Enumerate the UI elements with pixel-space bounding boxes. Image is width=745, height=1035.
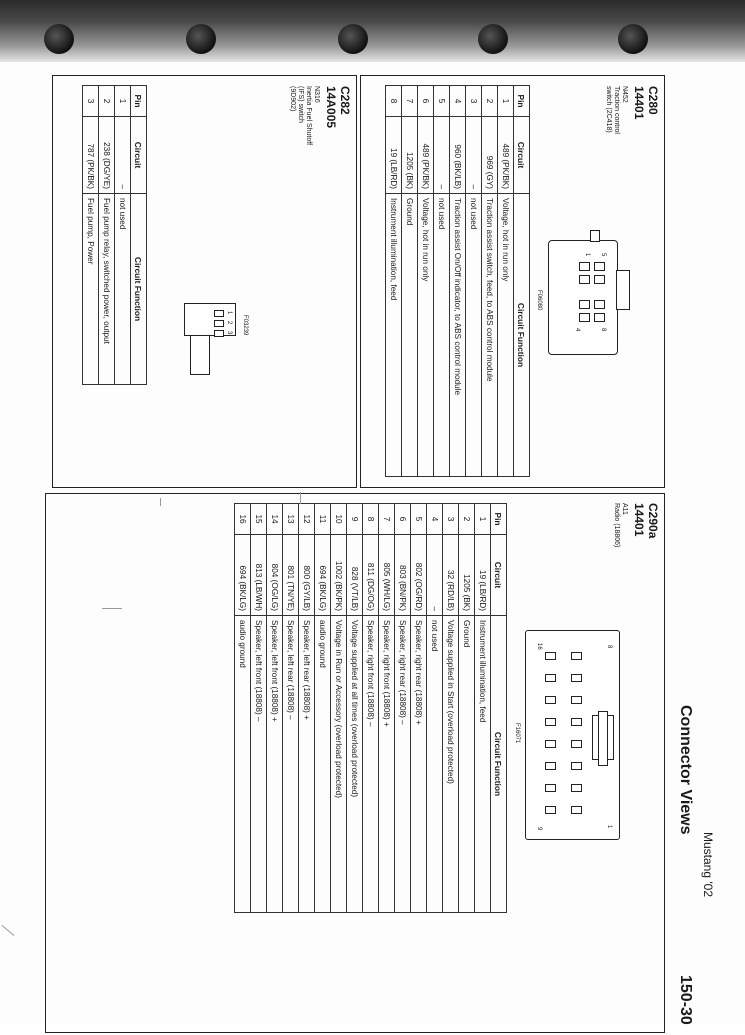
function-cell: Speaker, left front (18808) – bbox=[251, 616, 267, 913]
table-row bbox=[411, 504, 427, 913]
circuit-cell: 787 (PK/BK) bbox=[83, 117, 99, 194]
circuit-cell: 1205 (BK) bbox=[459, 535, 475, 616]
table-row bbox=[331, 504, 347, 913]
c290a-id: C290a bbox=[646, 503, 660, 539]
table-row bbox=[267, 504, 283, 913]
function-column-header: Circuit Function bbox=[131, 194, 147, 385]
function-column-header: Circuit Function bbox=[514, 194, 530, 477]
table-header-row bbox=[131, 86, 147, 385]
c280-pin-label: 5 bbox=[600, 253, 606, 257]
function-cell: not used bbox=[427, 616, 443, 913]
scan-mark bbox=[102, 608, 122, 609]
c282-description: N316 Inertia Fuel Shutoff (IFS) switch (9D902) bbox=[289, 86, 320, 146]
pin-cell: 4 bbox=[450, 86, 466, 117]
table-row bbox=[283, 504, 299, 913]
circuit-cell: 802 (OG/RD) bbox=[411, 535, 427, 616]
function-cell: not used bbox=[434, 194, 450, 477]
pin-cell: 6 bbox=[418, 86, 434, 117]
table-header-row bbox=[491, 504, 507, 913]
function-cell: Voltage, hot in run only bbox=[418, 194, 434, 477]
circuit-column-header: Circuit bbox=[131, 117, 147, 194]
c280-part-number: 14401 bbox=[632, 86, 646, 120]
table-row bbox=[115, 86, 131, 385]
pin-cavity bbox=[545, 652, 556, 660]
function-cell: Speaker, left front (18808) + bbox=[267, 616, 283, 913]
pin-cavity bbox=[571, 784, 582, 792]
function-column-header: Circuit Function bbox=[491, 616, 507, 913]
circuit-cell: 32 (RD/LB) bbox=[443, 535, 459, 616]
c290a-part-number: 14401 bbox=[632, 503, 646, 537]
punch-hole bbox=[186, 24, 216, 54]
pin-cell: 1 bbox=[115, 86, 131, 117]
function-cell: Voltage supplied at all times (overload protected) bbox=[347, 616, 363, 913]
c280-description: N452 Traction control switch (2C418) bbox=[605, 86, 628, 134]
table-row bbox=[450, 86, 466, 477]
c290a-description: A11 Radio (18806) bbox=[613, 503, 628, 548]
pin-cell: 7 bbox=[379, 504, 395, 535]
function-cell: Speaker, right rear (18808) + bbox=[411, 616, 427, 913]
c280-pin-label: 1 bbox=[584, 253, 590, 257]
pin-cavity bbox=[571, 806, 582, 814]
pin-cell: 15 bbox=[251, 504, 267, 535]
pin-column-header: Pin bbox=[131, 86, 147, 117]
function-cell: Instrument illumination, feed bbox=[386, 194, 402, 477]
circuit-cell: 19 (LB/RD) bbox=[475, 535, 491, 616]
pin-cell: 8 bbox=[363, 504, 379, 535]
c280-id: C280 bbox=[646, 86, 660, 115]
c282-pin-table bbox=[82, 85, 147, 385]
pin-cavity bbox=[545, 718, 556, 726]
circuit-cell: 811 (DG/OG) bbox=[363, 535, 379, 616]
table-row bbox=[83, 86, 99, 385]
table-row bbox=[347, 504, 363, 913]
table-row bbox=[498, 86, 514, 477]
pin-cell: 7 bbox=[402, 86, 418, 117]
function-cell: Speaker, left rear (18808) + bbox=[299, 616, 315, 913]
pin-cell: 9 bbox=[347, 504, 363, 535]
circuit-cell: 805 (WH/LG) bbox=[379, 535, 395, 616]
function-cell: Speaker, right front (18808) – bbox=[363, 616, 379, 913]
function-cell: audio ground bbox=[315, 616, 331, 913]
punch-hole bbox=[618, 24, 648, 54]
function-cell: Ground bbox=[402, 194, 418, 477]
function-cell: audio ground bbox=[235, 616, 251, 913]
table-row bbox=[235, 504, 251, 913]
circuit-cell: 801 (TN/YE) bbox=[283, 535, 299, 616]
table-header-row bbox=[514, 86, 530, 477]
circuit-cell: 828 (VT/LB) bbox=[347, 535, 363, 616]
c282-pin-label: 2 bbox=[226, 321, 232, 325]
binder-edge bbox=[0, 0, 745, 62]
circuit-cell: 489 (PK/BK) bbox=[418, 117, 434, 194]
pin-cell: 2 bbox=[459, 504, 475, 535]
footer-model: Mustang '02 bbox=[701, 832, 715, 897]
pin-cell: 2 bbox=[482, 86, 498, 117]
pin-cavity bbox=[545, 784, 556, 792]
function-cell: Traction assist On/Off indicator, to ABS control module bbox=[450, 194, 466, 477]
function-cell: Instrument illumination, feed bbox=[475, 616, 491, 913]
punch-hole bbox=[44, 24, 74, 54]
function-cell: Speaker, right front (18808) + bbox=[379, 616, 395, 913]
pin-cell: 3 bbox=[466, 86, 482, 117]
function-cell: Speaker, right rear (18808) – bbox=[395, 616, 411, 913]
function-cell: not used bbox=[115, 194, 131, 385]
scan-mark bbox=[300, 492, 301, 504]
table-row bbox=[466, 86, 482, 477]
circuit-cell: – bbox=[434, 117, 450, 194]
c282-pin-label: 3 bbox=[226, 331, 232, 335]
circuit-column-header: Circuit bbox=[514, 117, 530, 194]
pin-cavity bbox=[571, 740, 582, 748]
c290a-pin-label: 8 bbox=[606, 645, 612, 649]
circuit-cell: – bbox=[115, 117, 131, 194]
pin-column-header: Pin bbox=[491, 504, 507, 535]
c282-part-number: 14A005 bbox=[324, 86, 338, 129]
c282-id: C282 bbox=[338, 86, 352, 115]
pin-cell: 11 bbox=[315, 504, 331, 535]
pin-cavity bbox=[545, 762, 556, 770]
pin-cavity bbox=[571, 762, 582, 770]
table-row bbox=[395, 504, 411, 913]
pin-cell: 1 bbox=[475, 504, 491, 535]
function-cell: not used bbox=[466, 194, 482, 477]
circuit-cell: 804 (OG/LG) bbox=[267, 535, 283, 616]
circuit-cell: – bbox=[427, 535, 443, 616]
pin-cavity bbox=[545, 806, 556, 814]
function-cell: Ground bbox=[459, 616, 475, 913]
pin-cavity bbox=[571, 696, 582, 704]
scan-mark bbox=[2, 925, 15, 936]
pin-cell: 16 bbox=[235, 504, 251, 535]
pin-cell: 2 bbox=[99, 86, 115, 117]
pin-cell: 3 bbox=[83, 86, 99, 117]
pin-cell: 1 bbox=[498, 86, 514, 117]
circuit-cell: 694 (BK/LG) bbox=[315, 535, 331, 616]
c290a-pin-label: 16 bbox=[536, 643, 542, 650]
c282-figure-code: F03239 bbox=[242, 315, 248, 336]
c280-figure-code: F06080 bbox=[536, 290, 542, 311]
pin-cell: 8 bbox=[386, 86, 402, 117]
c282-pin-label: 1 bbox=[226, 311, 232, 315]
scan-mark bbox=[160, 498, 161, 506]
circuit-cell: 694 (BK/LG) bbox=[235, 535, 251, 616]
rotated-content bbox=[40, 75, 700, 1035]
table-row bbox=[99, 86, 115, 385]
pin-cell: 4 bbox=[427, 504, 443, 535]
circuit-cell: 803 (BN/PK) bbox=[395, 535, 411, 616]
pin-cell: 13 bbox=[283, 504, 299, 535]
page-number: 150-30 bbox=[677, 975, 694, 1025]
pin-cavity bbox=[571, 652, 582, 660]
table-row bbox=[315, 504, 331, 913]
function-cell: Traction assist switch, feed, to ABS control module bbox=[482, 194, 498, 477]
function-cell: Speaker, left rear (18808) – bbox=[283, 616, 299, 913]
table-row bbox=[443, 504, 459, 913]
circuit-cell: 969 (GY) bbox=[482, 117, 498, 194]
pin-cavity bbox=[571, 718, 582, 726]
c290a-figure-code: F16071 bbox=[514, 723, 520, 744]
circuit-cell: 489 (PK/BK) bbox=[498, 117, 514, 194]
circuit-cell: 238 (DG/YE) bbox=[99, 117, 115, 194]
pin-cell: 6 bbox=[395, 504, 411, 535]
punch-hole bbox=[478, 24, 508, 54]
pin-cavity bbox=[571, 674, 582, 682]
circuit-cell: 960 (BK/LB) bbox=[450, 117, 466, 194]
function-cell: Fuel pump, Power bbox=[83, 194, 99, 385]
table-row bbox=[386, 86, 402, 477]
pin-cell: 14 bbox=[267, 504, 283, 535]
c290a-pin-label: 1 bbox=[606, 825, 612, 829]
table-row bbox=[482, 86, 498, 477]
circuit-column-header: Circuit bbox=[491, 535, 507, 616]
table-row bbox=[427, 504, 443, 913]
function-cell: Voltage in Run or Accessory (overload protected) bbox=[331, 616, 347, 913]
circuit-cell: 1002 (BK/PK) bbox=[331, 535, 347, 616]
circuit-cell: 1205 (BK) bbox=[402, 117, 418, 194]
pin-cavity bbox=[545, 674, 556, 682]
section-title: Connector Views bbox=[677, 705, 694, 835]
table-row bbox=[379, 504, 395, 913]
function-cell: Fuel pump relay, switched power, output bbox=[99, 194, 115, 385]
pin-cell: 3 bbox=[443, 504, 459, 535]
table-row bbox=[434, 86, 450, 477]
c290a-pin-table bbox=[234, 503, 507, 913]
circuit-cell: 19 (LB/RD) bbox=[386, 117, 402, 194]
punch-hole bbox=[338, 24, 368, 54]
c280-pin-table bbox=[385, 85, 530, 477]
pin-cell: 12 bbox=[299, 504, 315, 535]
table-row bbox=[475, 504, 491, 913]
function-cell: Voltage supplied in Start (overload protected) bbox=[443, 616, 459, 913]
circuit-cell: – bbox=[466, 117, 482, 194]
pin-cell: 5 bbox=[434, 86, 450, 117]
c290a-pin-label: 9 bbox=[536, 827, 542, 831]
circuit-cell: 800 (GY/LB) bbox=[299, 535, 315, 616]
table-row bbox=[363, 504, 379, 913]
table-row bbox=[402, 86, 418, 477]
table-row bbox=[459, 504, 475, 913]
pin-cell: 5 bbox=[411, 504, 427, 535]
table-row bbox=[418, 86, 434, 477]
c280-pin-label: 4 bbox=[574, 328, 580, 332]
circuit-cell: 813 (LB/WH) bbox=[251, 535, 267, 616]
pin-cavity bbox=[545, 740, 556, 748]
pin-cell: 10 bbox=[331, 504, 347, 535]
table-row bbox=[299, 504, 315, 913]
table-row bbox=[251, 504, 267, 913]
c280-pin-label: 8 bbox=[600, 328, 606, 332]
function-cell: Voltage, hot in run only bbox=[498, 194, 514, 477]
pin-column-header: Pin bbox=[514, 86, 530, 117]
pin-cavity bbox=[545, 696, 556, 704]
